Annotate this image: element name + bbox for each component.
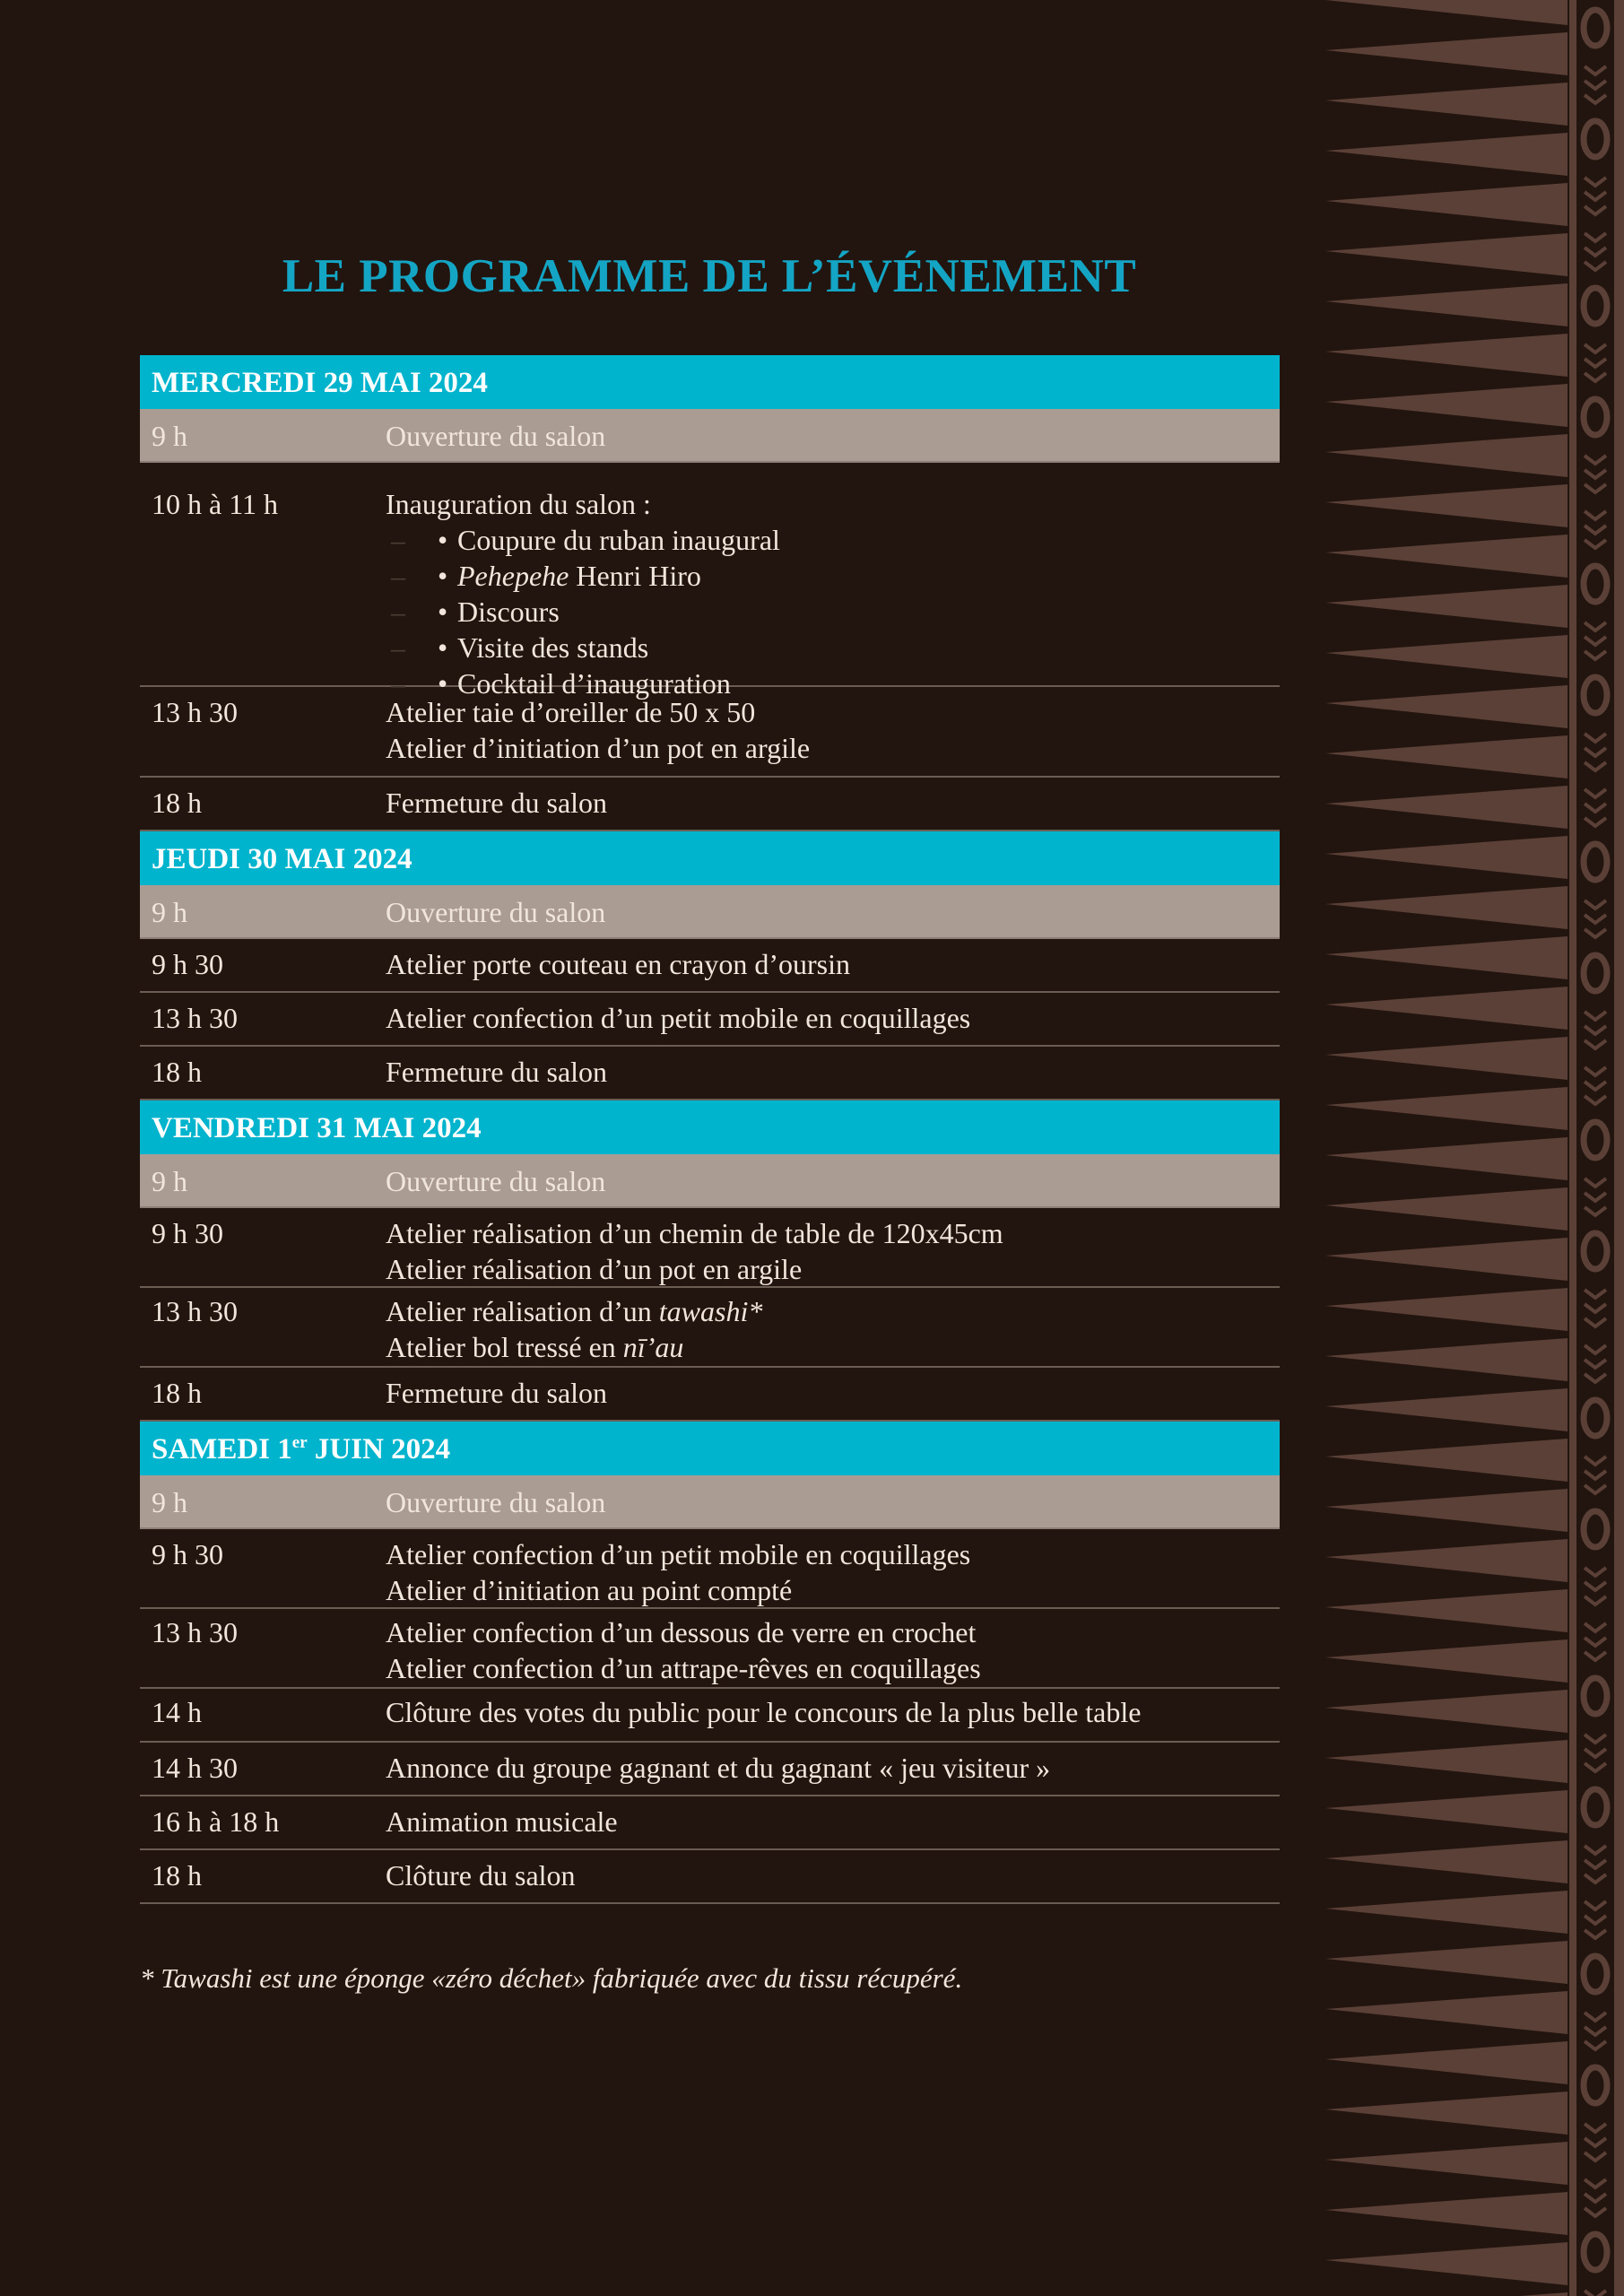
list-item-text: Henri Hiro — [576, 560, 701, 592]
row-activity: Ouverture du salon — [386, 1486, 606, 1518]
activity-line: Atelier bol tressé en nī’au — [386, 1331, 684, 1363]
day-header-thursday: JEUDI 30 MAI 2024 — [140, 831, 1280, 885]
row-activity: Atelier confection d’un petit mobile en coquillages — [386, 1002, 971, 1034]
row-time: 13 h 30 — [152, 1295, 238, 1327]
list-item-text: Coupure du ruban inaugural — [457, 524, 780, 556]
dash-marker: – — [391, 631, 405, 664]
row-time: 9 h — [152, 1486, 187, 1518]
row-activity: Ouverture du salon — [386, 1165, 606, 1197]
row-time: 9 h 30 — [152, 1217, 223, 1249]
table-row — [140, 687, 1280, 778]
decorative-border-pattern — [1325, 0, 1624, 2296]
list-item-italic: Pehepehe — [457, 560, 569, 592]
table-row — [140, 1154, 1280, 1208]
dash-marker: – — [391, 524, 405, 556]
table-row — [140, 409, 1280, 463]
row-time: 18 h — [152, 1859, 202, 1892]
list-item — [386, 522, 1280, 558]
list-item — [386, 630, 1280, 665]
row-activity — [386, 1293, 1280, 1366]
activity-line: Atelier confection d’un attrape-rêves en coquillages — [386, 1652, 981, 1684]
table-row — [140, 1047, 1280, 1100]
table-row — [140, 939, 1280, 993]
list-item-text: Visite des stands — [457, 631, 649, 664]
oval-ornament — [1584, 1511, 1607, 1547]
row-activity: Fermeture du salon — [386, 1056, 608, 1088]
activity-line: Inauguration du salon : — [386, 488, 651, 520]
day-header-friday: VENDREDI 31 MAI 2024 — [140, 1100, 1280, 1154]
row-activity: Atelier porte couteau en crayon d’oursin — [386, 948, 851, 980]
oval-ornament — [1584, 566, 1607, 602]
table-row — [140, 778, 1280, 831]
bullet-icon: • — [438, 596, 448, 628]
activity-line: Atelier confection d’un dessous de verre en crochet — [386, 1616, 977, 1648]
row-activity — [386, 1614, 1280, 1687]
row-activity: Annonce du groupe gagnant et du gagnant « jeu visiteur » — [386, 1752, 1051, 1784]
row-time: 9 h — [152, 896, 187, 928]
dash-marker: – — [391, 596, 405, 628]
oval-ornament — [1584, 1233, 1607, 1269]
row-time: 16 h à 18 h — [152, 1805, 280, 1838]
bullet-icon: • — [438, 560, 448, 592]
page-title: LE PROGRAMME DE L’ÉVÉNEMENT — [282, 250, 1137, 302]
row-activity: Fermeture du salon — [386, 787, 608, 819]
list-item-text: Cocktail d’inauguration — [457, 667, 731, 700]
row-activity: Clôture du salon — [386, 1859, 576, 1892]
row-time: 18 h — [152, 1056, 202, 1088]
program-table — [140, 355, 1280, 1904]
table-row — [140, 1368, 1280, 1422]
table-row — [140, 463, 1280, 700]
row-time: 9 h 30 — [152, 948, 223, 980]
oval-ornament — [1584, 844, 1607, 880]
footnote: * Tawashi est une éponge «zéro déchet» fabriquée avec du tissu récupéré. — [140, 1962, 963, 1994]
row-time: 9 h — [152, 420, 187, 452]
row-time: 14 h 30 — [152, 1752, 238, 1784]
ordinal-superscript: er — [291, 1433, 308, 1452]
table-row — [140, 1609, 1280, 1689]
row-activity — [386, 1215, 1280, 1286]
oval-ornament — [1584, 1400, 1607, 1436]
table-row — [140, 1208, 1280, 1288]
bullet-icon: • — [438, 667, 448, 700]
bullet-icon: • — [438, 524, 448, 556]
table-row — [140, 1475, 1280, 1529]
activity-line: Atelier réalisation d’un chemin de table de 120x45cm — [386, 1217, 1003, 1249]
oval-ornament — [1584, 1122, 1607, 1158]
row-time: 10 h à 11 h — [152, 488, 279, 520]
row-time: 18 h — [152, 787, 202, 819]
oval-ornament — [1584, 2067, 1607, 2103]
row-activity: Ouverture du salon — [386, 896, 606, 928]
table-row — [140, 1850, 1280, 1904]
day-header-saturday: SAMEDI 1er JUIN 2024 — [140, 1422, 1280, 1475]
dash-marker: – — [391, 560, 405, 592]
row-activity — [386, 1536, 1280, 1607]
oval-ornament — [1584, 1956, 1607, 1992]
oval-ornament — [1584, 399, 1607, 435]
oval-ornament — [1584, 10, 1607, 46]
table-row — [140, 1288, 1280, 1368]
italic-term: tawashi* — [658, 1295, 763, 1327]
row-time: 14 h — [152, 1696, 202, 1728]
activity-line: Atelier réalisation d’un tawashi* — [386, 1295, 763, 1327]
table-row — [140, 1743, 1280, 1796]
day-header-wednesday: MERCREDI 29 MAI 2024 — [140, 355, 1280, 409]
oval-ornament — [1584, 1678, 1607, 1714]
oval-ornament — [1584, 677, 1607, 713]
row-time: 9 h — [152, 1165, 187, 1197]
dash-marker: – — [391, 667, 405, 700]
row-activity: Animation musicale — [386, 1805, 618, 1838]
band-left — [1569, 0, 1576, 2296]
oval-ornament — [1584, 288, 1607, 324]
oval-ornament — [1584, 2234, 1607, 2270]
table-row — [140, 885, 1280, 939]
row-time: 13 h 30 — [152, 696, 238, 728]
activity-line: Atelier confection d’un petit mobile en coquillages — [386, 1538, 971, 1570]
list-item — [386, 558, 1280, 594]
activity-line: Atelier d’initiation au point compté — [386, 1574, 793, 1606]
activity-line: Atelier d’initiation d’un pot en argile — [386, 732, 811, 764]
row-time: 13 h 30 — [152, 1002, 238, 1034]
activity-line: Atelier réalisation d’un pot en argile — [386, 1253, 803, 1285]
row-time: 13 h 30 — [152, 1616, 238, 1648]
oval-ornament — [1584, 121, 1607, 157]
list-item — [386, 594, 1280, 630]
table-row — [140, 1796, 1280, 1850]
table-row — [140, 993, 1280, 1047]
row-time: 9 h 30 — [152, 1538, 223, 1570]
table-row — [140, 1529, 1280, 1609]
band-right — [1614, 0, 1624, 2296]
table-row — [140, 1689, 1280, 1743]
row-activity — [386, 694, 1280, 776]
row-activity: Fermeture du salon — [386, 1377, 608, 1409]
list-item-text: Discours — [457, 596, 560, 628]
spike-pattern — [1325, 0, 1568, 2296]
bullet-icon: • — [438, 631, 448, 664]
row-activity: Ouverture du salon — [386, 420, 606, 452]
activity-line: Atelier taie d’oreiller de 50 x 50 — [386, 696, 756, 728]
row-activity: Clôture des votes du public pour le concours de la plus belle table — [386, 1696, 1142, 1728]
italic-term: nī’au — [622, 1331, 684, 1363]
oval-ornament — [1584, 955, 1607, 991]
oval-ornament — [1584, 1789, 1607, 1825]
row-time: 18 h — [152, 1377, 202, 1409]
row-activity — [386, 486, 1280, 700]
